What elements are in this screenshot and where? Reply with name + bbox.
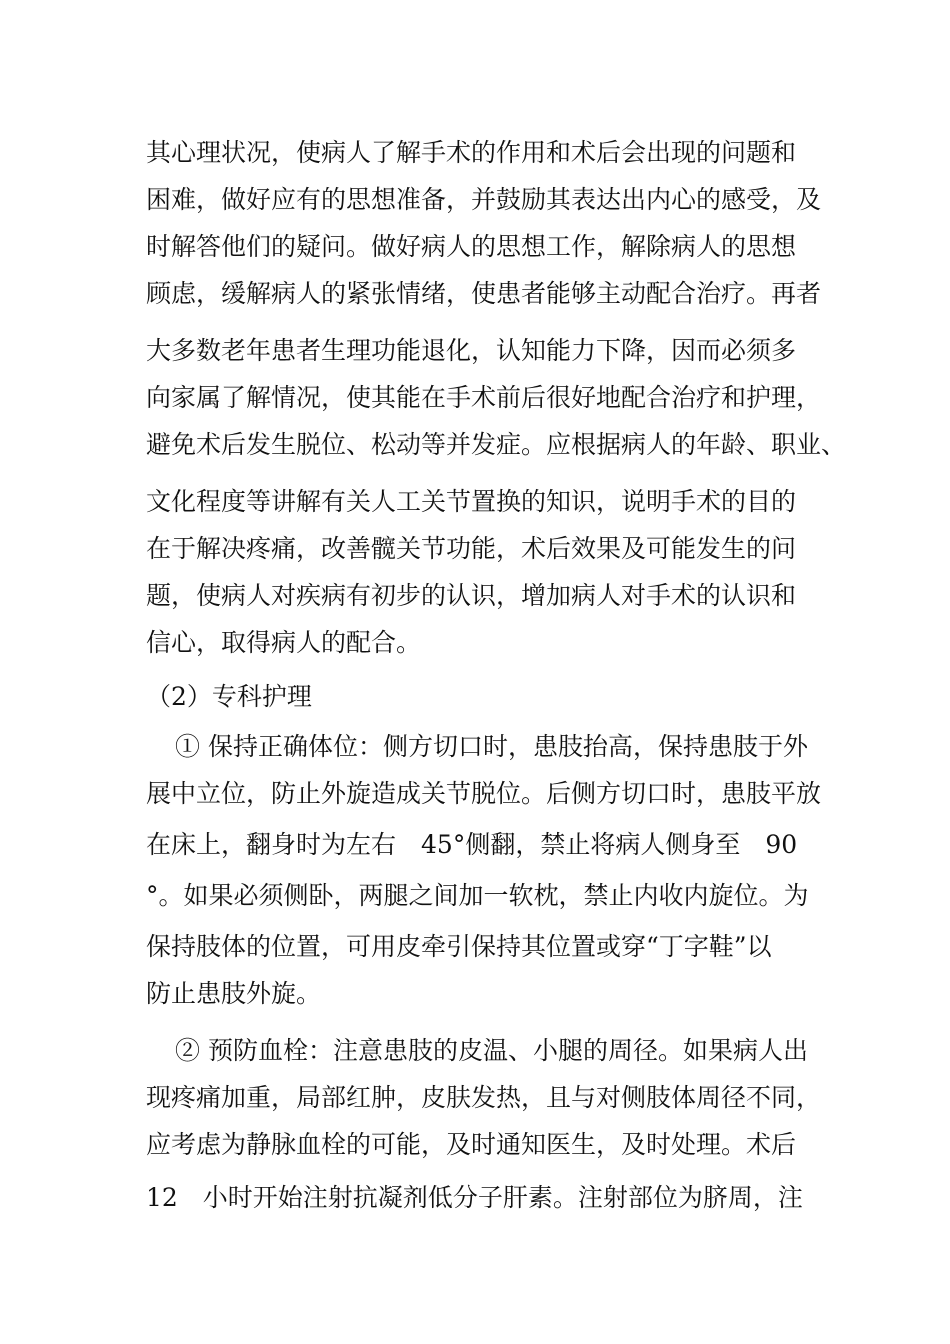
text-line: °。如果必须侧卧，两腿之间加一软枕，禁止内收内旋位。为: [146, 881, 809, 910]
text-line: 大多数老年患者生理功能退化，认知能力下降，因而必须多: [146, 336, 797, 365]
text-line: 顾虑，缓解病人的紧张情绪，使患者能够主动配合治疗。再者: [146, 279, 822, 308]
paragraph-start: ① 保持正确体位：侧方切口时，患肢抬高，保持患肢于外: [175, 732, 808, 761]
text-line: 信心，取得病人的配合。: [146, 628, 422, 657]
text-line: 12 小时开始注射抗凝剂低分子肝素。注射部位为脐周，注: [146, 1183, 803, 1212]
text-line: 展中立位，防止外旋造成关节脱位。后侧方切口时，患肢平放: [146, 779, 822, 808]
text-line: 题，使病人对疾病有初步的认识，增加病人对手术的认识和: [146, 581, 797, 610]
paragraph-start: ② 预防血栓：注意患肢的皮温、小腿的周径。如果病人出: [175, 1036, 808, 1065]
text-line: 其心理状况，使病人了解手术的作用和术后会出现的问题和: [146, 138, 797, 167]
text-line: 防止患肢外旋。: [146, 979, 322, 1008]
text-line: 避免术后发生脱位、松动等并发症。应根据病人的年龄、职业、: [146, 430, 847, 459]
text-line: 在床上，翻身时为左右 45°侧翻，禁止将病人侧身至 90: [146, 830, 798, 859]
text-line: 在于解决疼痛，改善髋关节功能，术后效果及可能发生的问: [146, 534, 797, 563]
text-line: 时解答他们的疑问。做好病人的思想工作，解除病人的思想: [146, 232, 797, 261]
text-line: 困难，做好应有的思想准备，并鼓励其表达出内心的感受，及: [146, 185, 822, 214]
text-line: 现疼痛加重，局部红肿，皮肤发热，且与对侧肢体周径不同，: [146, 1083, 822, 1112]
text-line: 应考虑为静脉血栓的可能，及时通知医生，及时处理。术后: [146, 1130, 797, 1159]
text-line: 文化程度等讲解有关人工关节置换的知识，说明手术的目的: [146, 487, 797, 516]
text-line: 向家属了解情况，使其能在手术前后很好地配合治疗和护理，: [146, 383, 822, 412]
text-line: 保持肢体的位置，可用皮牵引保持其位置或穿“丁字鞋”以: [146, 932, 772, 961]
section-heading: （2）专科护理: [146, 682, 312, 711]
